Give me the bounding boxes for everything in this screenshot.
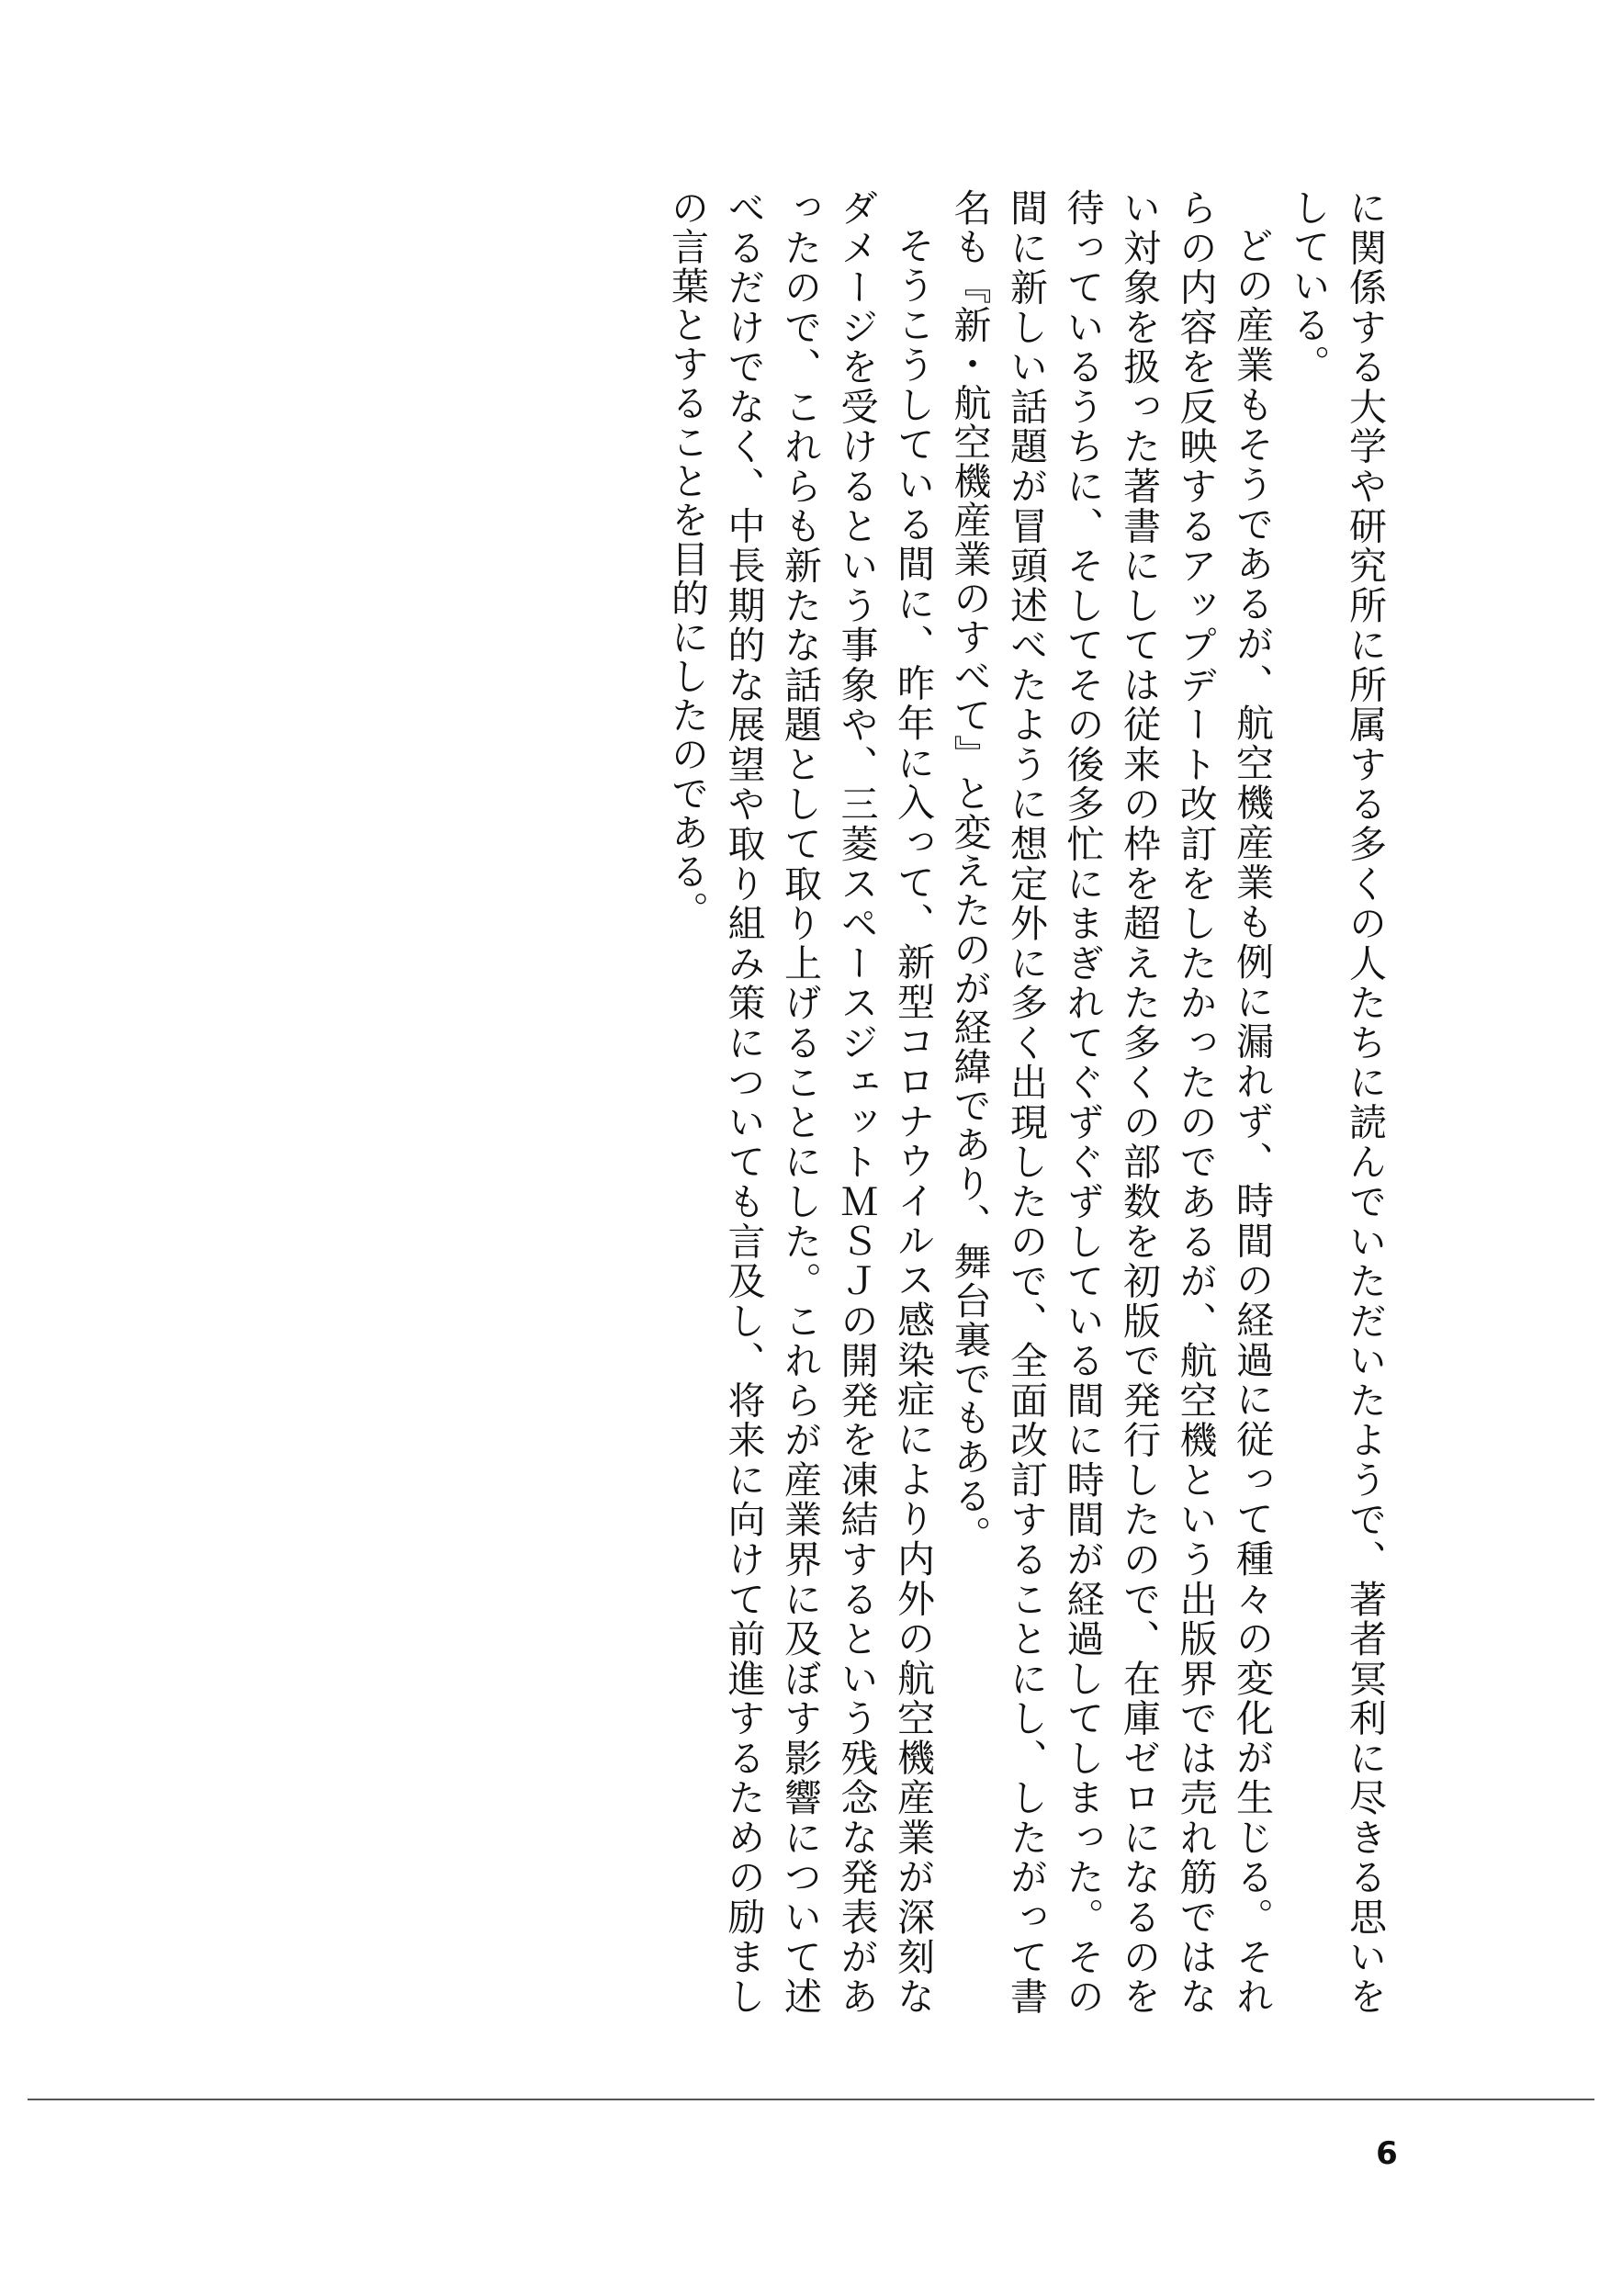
- paragraph-revision-background: どの産業もそうであるが、航空機産業も例に漏れず、時間の経過に従って種々の変化が生じる。それらの内容を反映するアップデート改訂をしたかったのであるが、航空機という出版界では売れ筋ではない対象を扱った著書にしては従来の枠を超えた多くの部数を初版で発行したので、在庫ゼロになるのを待っているうちに、そしてその後多忙にまぎれてぐずぐずしている間に時間が経過してしまった。その間に新しい話題が冒頭述べたように想定外に多く出現したので、全面改訂することにし、したがって書名も『新・航空機産業のすべて』と変えたのが経緯であり、舞台裏でもある。: [947, 188, 1274, 2016]
- paragraph-continuation: に関係する大学や研究所に所属する多くの人たちに読んでいただいたようで、著者冥利に尽きる思いをしている。: [1286, 188, 1387, 2016]
- page-number: 6: [1376, 2135, 1398, 2172]
- footer-rule: [28, 2099, 1594, 2100]
- paragraph-covid-msj: そうこうしている間に、昨年に入って、新型コロナウイルス感染症により内外の航空機産業が深刻なダメージを受けるという事象や、三菱スペースジェットＭＳＪの開発を凍結するという残念な発表があったので、これらも新たな話題として取り上げることにした。これらが産業界に及ぼす影響について述べるだけでなく、中長期的な展望や取り組み策についても言及し、将来に向けて前進するための励ましの言葉とすることを目的にしたのである。: [665, 188, 935, 2016]
- body-text: [217, 188, 1392, 2016]
